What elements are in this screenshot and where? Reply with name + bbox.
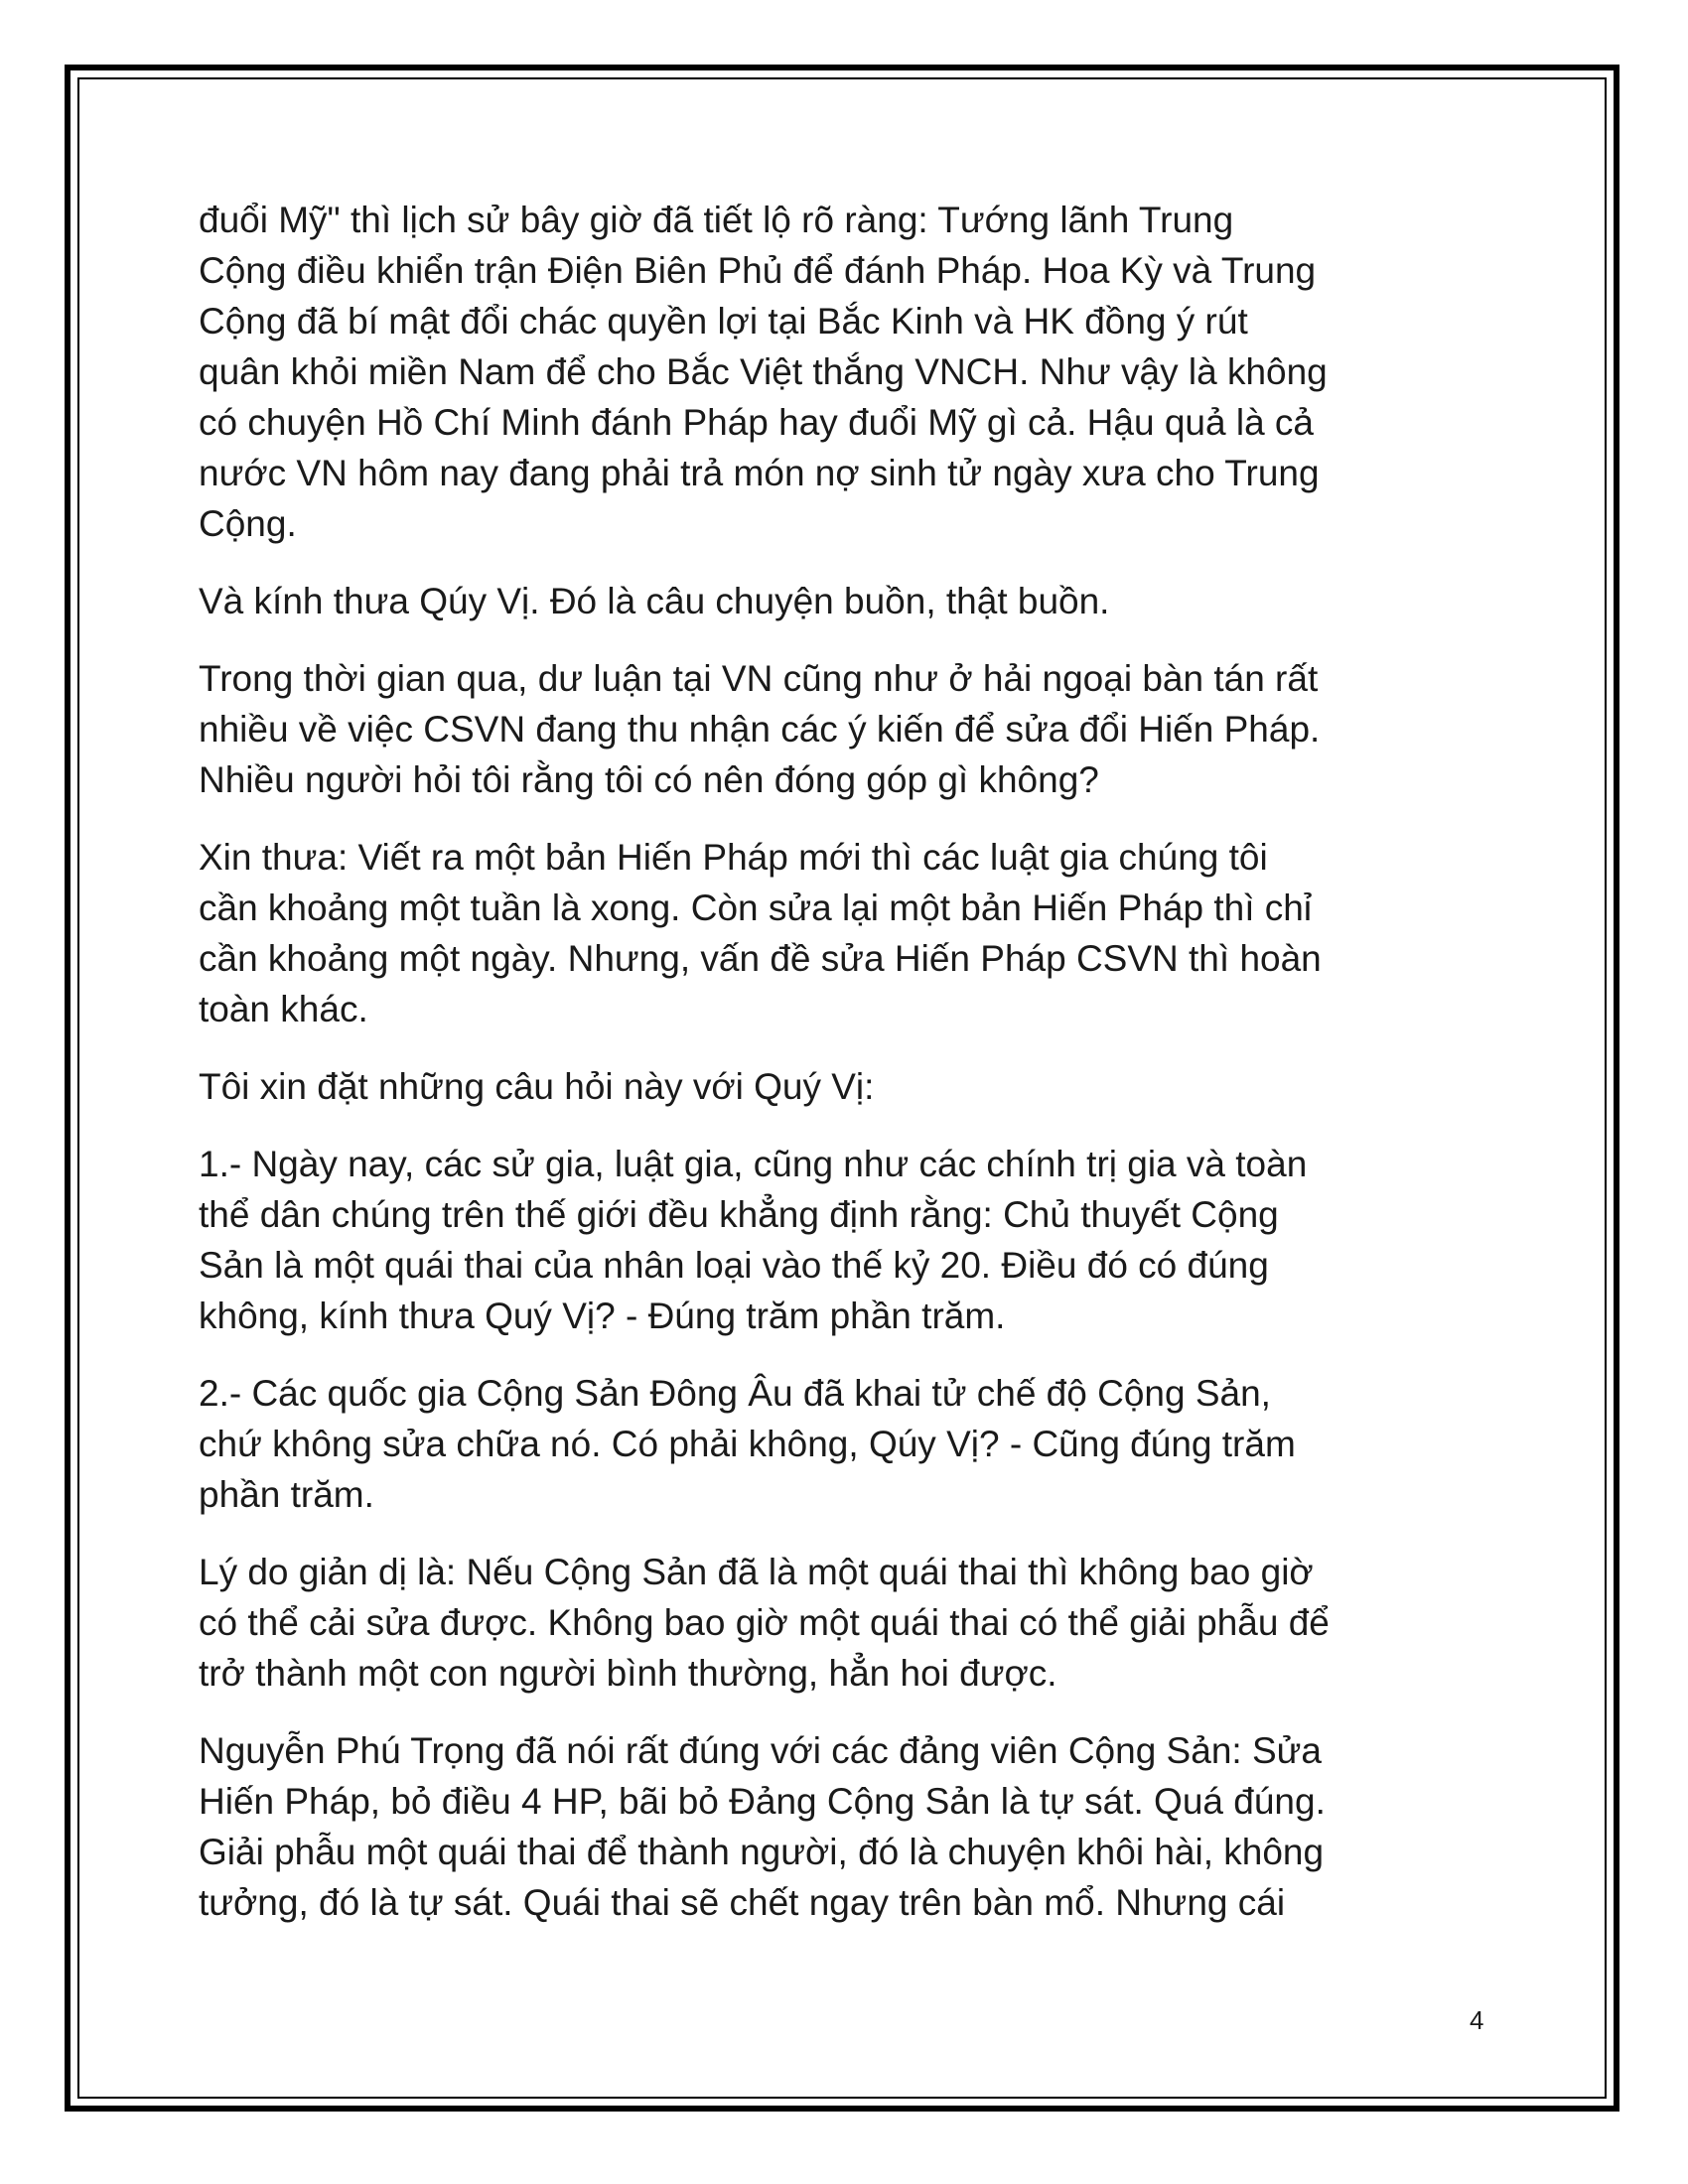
text-line: phần trăm. xyxy=(199,1474,374,1515)
text-line: có thể cải sửa được. Không bao giờ một quái thai có thể giải phẫu để xyxy=(199,1602,1330,1643)
text-line: Cộng điều khiển trận Điện Biên Phủ để đánh Pháp. Hoa Kỳ và Trung xyxy=(199,250,1317,291)
text-line: Sản là một quái thai của nhân loại vào thế kỷ 20. Điều đó có đúng xyxy=(199,1245,1269,1286)
text-line: Cộng. xyxy=(199,503,297,544)
paragraph-7 xyxy=(199,1368,1415,1520)
paragraph-6 xyxy=(199,1139,1415,1341)
paragraph-8 xyxy=(199,1547,1415,1699)
text-line: 2.- Các quốc gia Cộng Sản Đông Âu đã khai tử chế độ Cộng Sản, xyxy=(199,1373,1271,1414)
text-line: Và kính thưa Qúy Vị. Đó là câu chuyện buồn, thật buồn. xyxy=(199,581,1110,621)
text-line: quân khỏi miền Nam để cho Bắc Việt thắng VNCH. Như vậy là không xyxy=(199,351,1328,392)
page-number: 4 xyxy=(1470,2005,1484,2035)
text-line: Lý do giản dị là: Nếu Cộng Sản đã là một quái thai thì không bao giờ xyxy=(199,1552,1314,1592)
text-line: toàn khác. xyxy=(199,989,368,1029)
paragraph-5 xyxy=(199,1061,1415,1112)
text-line: tưởng, đó là tự sát. Quái thai sẽ chết ngay trên bàn mổ. Nhưng cái xyxy=(199,1882,1286,1923)
text-line: chứ không sửa chữa nó. Có phải không, Qúy Vị? - Cũng đúng trăm xyxy=(199,1424,1296,1464)
text-line: Xin thưa: Viết ra một bản Hiến Pháp mới thì các luật gia chúng tôi xyxy=(199,837,1268,878)
text-line: 1.- Ngày nay, các sử gia, luật gia, cũng như các chính trị gia và toàn xyxy=(199,1144,1308,1184)
text-line: Cộng đã bí mật đổi chác quyền lợi tại Bắc Kinh và HK đồng ý rút xyxy=(199,301,1248,341)
text-line: đuổi Mỹ" thì lịch sử bây giờ đã tiết lộ rõ ràng: Tướng lãnh Trung xyxy=(199,200,1234,240)
paragraph-1 xyxy=(199,195,1415,549)
text-line: Giải phẫu một quái thai để thành người, đó là chuyện khôi hài, không xyxy=(199,1832,1325,1872)
text-line: Trong thời gian qua, dư luận tại VN cũng như ở hải ngoại bàn tán rất xyxy=(199,658,1319,699)
text-line: có chuyện Hồ Chí Minh đánh Pháp hay đuổi Mỹ gì cả. Hậu quả là cả xyxy=(199,402,1315,443)
text-line: Nhiều người hỏi tôi rằng tôi có nên đóng góp gì không? xyxy=(199,759,1099,800)
text-line: Nguyễn Phú Trọng đã nói rất đúng với các đảng viên Cộng Sản: Sửa xyxy=(199,1730,1322,1771)
paragraph-9 xyxy=(199,1725,1415,1928)
text-line: nhiều về việc CSVN đang thu nhận các ý kiến để sửa đổi Hiến Pháp. xyxy=(199,709,1321,750)
text-line: cần khoảng một ngày. Nhưng, vấn đề sửa Hiến Pháp CSVN thì hoàn xyxy=(199,938,1322,979)
text-line: nước VN hôm nay đang phải trả món nợ sinh tử ngày xưa cho Trung xyxy=(199,453,1320,493)
text-line: Tôi xin đặt những câu hỏi này với Quý Vị: xyxy=(199,1066,875,1107)
text-line: Hiến Pháp, bỏ điều 4 HP, bãi bỏ Đảng Cộng Sản là tự sát. Quá đúng. xyxy=(199,1781,1326,1822)
text-line: thể dân chúng trên thế giới đều khẳng định rằng: Chủ thuyết Cộng xyxy=(199,1194,1279,1235)
document-body xyxy=(199,195,1415,1955)
paragraph-4 xyxy=(199,832,1415,1034)
text-line: cần khoảng một tuần là xong. Còn sửa lại một bản Hiến Pháp thì chỉ xyxy=(199,887,1313,928)
text-line: trở thành một con người bình thường, hẳn hoi được. xyxy=(199,1653,1057,1694)
text-line: không, kính thưa Quý Vị? - Đúng trăm phần trăm. xyxy=(199,1296,1006,1336)
paragraph-2 xyxy=(199,576,1415,626)
paragraph-3 xyxy=(199,653,1415,805)
